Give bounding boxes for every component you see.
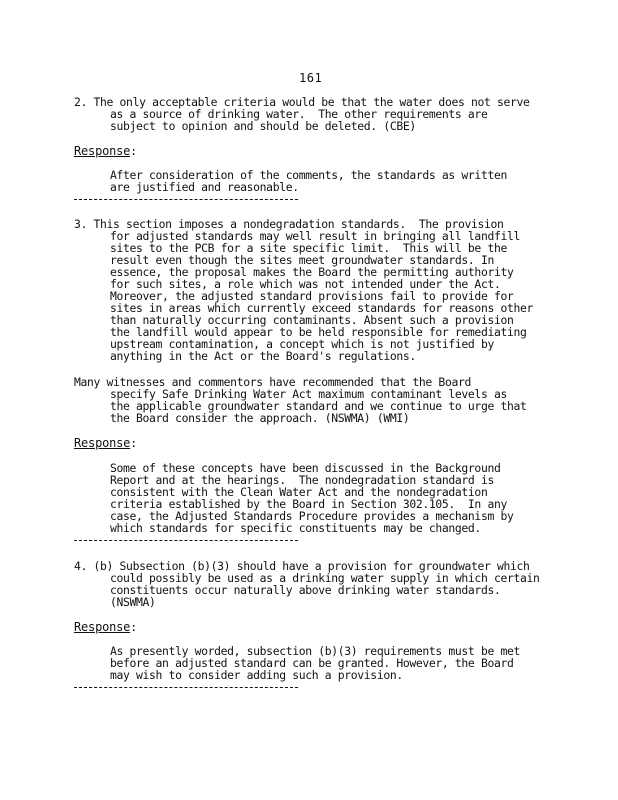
- comment-3-line-10: the landfill would appear to be held responsible for remediating: [110, 325, 527, 339]
- comment-3-line-1: 3. This section imposes a nondegradation standards. The provision: [74, 217, 504, 231]
- response-2-heading-row: [74, 437, 137, 449]
- comment-2-line-3: subject to opinion and should be deleted. (CBE): [110, 119, 416, 133]
- comment-4-line-3: constituents occur naturally above drinking water standards.: [110, 583, 501, 597]
- comment-3-line-6: for such sites, a role which was not intended under the Act.: [110, 277, 501, 291]
- comment-3-line-4: result even though the sites meet groundwater standards. In: [110, 253, 494, 267]
- page-number: 161: [299, 71, 323, 85]
- response-heading-colon: :: [130, 436, 137, 450]
- comment-3-line-9: than naturally occurring contaminants. Absent such a provision: [110, 313, 514, 327]
- response-heading: Response: [74, 620, 131, 634]
- response-3-line-1: As presently worded, subsection (b)(3) requirements must be met: [110, 644, 520, 658]
- response-2-line-3: consistent with the Clean Water Act and the nondegradation: [110, 485, 488, 499]
- comment-4-line-2: could possibly be used as a drinking water supply in which certain: [110, 571, 540, 585]
- response-2-line-2: Report and at the hearings. The nondegradation standard is: [110, 473, 494, 487]
- comment-4-line-1: 4. (b) Subsection (b)(3) should have a provision for groundwater which: [74, 559, 530, 573]
- response-heading: Response: [74, 436, 131, 450]
- comment-3-line-5: essence, the proposal makes the Board the permitting authority: [110, 265, 514, 279]
- separator-rule: [74, 540, 298, 541]
- response-3-heading-row: [74, 621, 137, 633]
- comment-3-line-12: anything in the Act or the Board's regulations.: [110, 349, 416, 363]
- comment-2-line-1: 2. The only acceptable criteria would be that the water does not serve: [74, 95, 530, 109]
- response-2-line-1: Some of these concepts have been discussed in the Background: [110, 461, 501, 475]
- response-1-line-1: After consideration of the comments, the standards as written: [110, 168, 507, 182]
- response-heading: Response: [74, 144, 131, 158]
- comment-3-line-3: sites to the PCB for a site specific limit. This will be the: [110, 241, 507, 255]
- comment-3-line-2: for adjusted standards may well result in bringing all landfill: [110, 229, 520, 243]
- response-3-line-3: may wish to consider adding such a provision.: [110, 668, 403, 682]
- separator-rule: [74, 199, 298, 200]
- separator-rule: [74, 687, 298, 688]
- response-2-line-5: case, the Adjusted Standards Procedure provides a mechanism by: [110, 509, 514, 523]
- comment-3b-line-1: Many witnesses and commentors have recommended that the Board: [74, 375, 471, 389]
- response-heading-colon: :: [130, 620, 137, 634]
- response-3-line-2: before an adjusted standard can be granted. However, the Board: [110, 656, 514, 670]
- comment-2-line-2: as a source of drinking water. The other requirements are: [110, 107, 488, 121]
- comment-3-line-7: Moreover, the adjusted standard provisions fail to provide for: [110, 289, 514, 303]
- response-2-line-4: criteria established by the Board in Section 302.105. In any: [110, 497, 507, 511]
- comment-3-line-8: sites in areas which currently exceed standards for reasons other: [110, 301, 534, 315]
- comment-3b-line-3: the applicable groundwater standard and we continue to urge that: [110, 399, 527, 413]
- comment-3-line-11: upstream contamination, a concept which is not justified by: [110, 337, 494, 351]
- response-2-line-6: which standards for specific constituents may be changed.: [110, 521, 481, 535]
- response-heading-colon: :: [130, 144, 137, 158]
- response-1-heading-row: [74, 145, 137, 157]
- comment-3b-line-2: specify Safe Drinking Water Act maximum contaminant levels as: [110, 387, 507, 401]
- comment-4-line-4: (NSWMA): [110, 595, 156, 609]
- comment-3b-line-4: the Board consider the approach. (NSWMA) (WMI): [110, 411, 410, 425]
- response-1-line-2: are justified and reasonable.: [110, 180, 299, 194]
